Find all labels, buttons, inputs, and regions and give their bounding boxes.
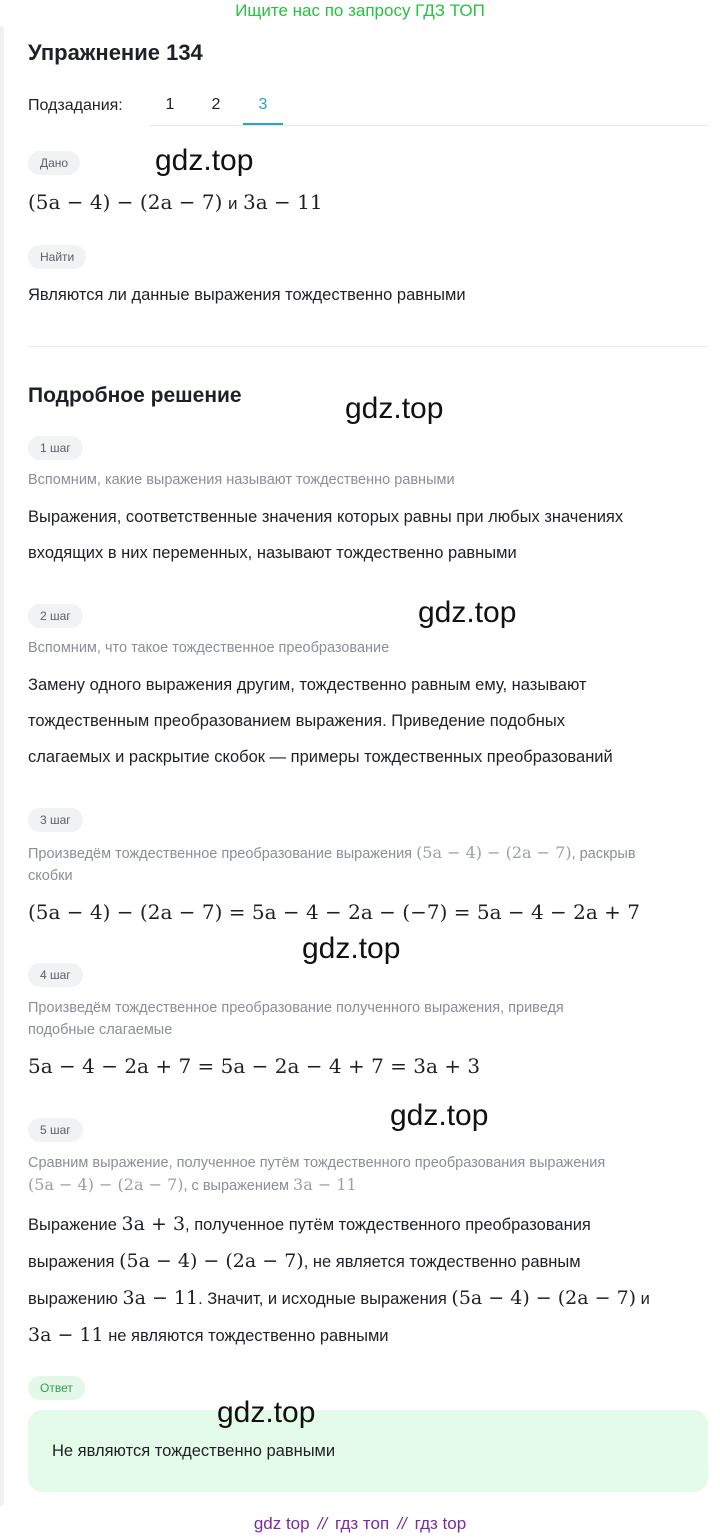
step-5-body-text: не являются тождественно равными bbox=[108, 1327, 389, 1345]
solution-title: Подробное решение bbox=[28, 384, 242, 407]
step-1-body-line: входящих в них переменных, называют тождественно равными bbox=[28, 544, 517, 562]
step-3-math bbox=[28, 900, 640, 925]
section-divider bbox=[28, 346, 708, 347]
step-5-chip: 5 шаг bbox=[28, 1118, 83, 1142]
step-4-hint-text: Произведём тождественное преобразование полученного выражения, приведя bbox=[28, 1000, 564, 1016]
given-expression bbox=[28, 190, 323, 215]
footer-link-gdz-top-mixed[interactable]: гдз top bbox=[414, 1514, 467, 1533]
step-1-hint: Вспомним, какие выражения называют тождественно равными bbox=[28, 472, 455, 488]
answer-chip: Ответ bbox=[28, 1376, 85, 1400]
footer-links bbox=[0, 1514, 720, 1534]
find-chip: Найти bbox=[28, 245, 86, 269]
footer-separator: // bbox=[397, 1514, 407, 1533]
page-title: Упражнение 134 bbox=[28, 40, 203, 65]
step-3-hint bbox=[28, 842, 718, 887]
watermark: gdz.top bbox=[345, 392, 444, 425]
find-text: Являются ли данные выражения тождественно равными bbox=[28, 286, 466, 304]
step-4-math bbox=[28, 1054, 480, 1079]
given-conj: и bbox=[227, 194, 238, 213]
watermark: gdz.top bbox=[217, 1396, 316, 1429]
step-5-body-math: 3a − 11 bbox=[122, 1287, 199, 1309]
step-5-body-text: , не является тождественно равным bbox=[303, 1253, 581, 1271]
active-tab-indicator bbox=[243, 123, 283, 125]
step-5-body-text: и bbox=[640, 1290, 650, 1308]
left-edge-divider bbox=[0, 26, 4, 1506]
given-expr-2: 3a − 11 bbox=[243, 190, 323, 214]
step-5-hint-math: (5a − 4) − (2a − 7) bbox=[28, 1175, 184, 1194]
step-4-hint-text: подобные слагаемые bbox=[28, 1022, 173, 1038]
step-3-chip: 3 шаг bbox=[28, 808, 83, 832]
step-1-chip: 1 шаг bbox=[28, 436, 83, 460]
tab-subtask-3[interactable]: 3 bbox=[258, 96, 268, 113]
step-5-hint-text: Сравним выражение, полученное путём тождественного преобразования выражения bbox=[28, 1155, 606, 1171]
watermark: gdz.top bbox=[390, 1099, 489, 1132]
given-chip: Дано bbox=[28, 151, 80, 175]
top-banner: Ищите нас по запросу ГДЗ ТОП bbox=[235, 1, 485, 20]
step-5-body-text: , полученное путём тождественного преобразования bbox=[185, 1216, 591, 1234]
step-5-body-text: Выражение bbox=[28, 1216, 117, 1234]
step-5-body-math: (5a − 4) − (2a − 7) bbox=[451, 1287, 637, 1309]
step-5-body-math: (5a − 4) − (2a − 7) bbox=[119, 1250, 304, 1272]
step-5-hint-text: , с выражением bbox=[183, 1178, 289, 1194]
step-1-body-line: Выражения, соответственные значения которых равны при любых значениях bbox=[28, 508, 624, 526]
step-3-hint-text: , раскрыв bbox=[571, 846, 636, 862]
step-5-body-text: выражению bbox=[28, 1290, 118, 1308]
watermark: gdz.top bbox=[155, 144, 254, 177]
step-5-body-math: 3a − 11 bbox=[28, 1324, 104, 1346]
step-5-hint bbox=[28, 1152, 718, 1197]
step-5-body-text: . Значит, и исходные выражения bbox=[198, 1290, 447, 1308]
step-1-body bbox=[28, 499, 708, 571]
step-2-body bbox=[28, 667, 708, 775]
step-5-body-text: выражения bbox=[28, 1253, 115, 1271]
footer-link-gdz-top[interactable]: gdz top bbox=[253, 1514, 310, 1533]
tab-subtask-1[interactable]: 1 bbox=[165, 96, 175, 113]
step-3-equation: (5a − 4) − (2a − 7) = 5a − 4 − 2a − (−7) = 5a − 4 − 2a + 7 bbox=[28, 900, 641, 924]
subtasks-bar bbox=[28, 92, 708, 126]
subtasks-tabs bbox=[150, 92, 708, 126]
footer-separator: // bbox=[317, 1514, 328, 1533]
step-3-hint-text: скобки bbox=[28, 868, 73, 884]
step-3-hint-math: (5a − 4) − (2a − 7) bbox=[416, 843, 572, 862]
given-expr-1: (5a − 4) − (2a − 7) bbox=[28, 190, 223, 214]
step-5-body-math: 3a + 3 bbox=[121, 1213, 186, 1235]
step-2-body-line: слагаемых и раскрытие скобок — примеры тождественных преобразований bbox=[28, 748, 613, 766]
step-2-chip: 2 шаг bbox=[28, 604, 83, 628]
tab-subtask-2[interactable]: 2 bbox=[211, 96, 221, 113]
step-3-hint-text: Произведём тождественное преобразование выражения bbox=[28, 846, 413, 862]
step-2-body-line: тождественным преобразованием выражения. Приведение подобных bbox=[28, 712, 565, 730]
answer-text: Не являются тождественно равными bbox=[52, 1442, 336, 1460]
answer-box bbox=[28, 1410, 708, 1492]
watermark: gdz.top bbox=[418, 596, 517, 629]
step-5-hint-math: 3a − 11 bbox=[293, 1175, 357, 1194]
step-5-body bbox=[28, 1206, 708, 1354]
step-4-hint bbox=[28, 997, 718, 1041]
watermark: gdz.top bbox=[302, 932, 401, 965]
footer-link-gdz-top-ru[interactable]: гдз топ bbox=[335, 1514, 390, 1533]
step-4-equation: 5a − 4 − 2a + 7 = 5a − 2a − 4 + 7 = 3a + 3 bbox=[28, 1054, 481, 1078]
step-2-body-line: Замену одного выражения другим, тождественно равным ему, называют bbox=[28, 676, 587, 694]
step-2-hint: Вспомним, что такое тождественное преобразование bbox=[28, 640, 390, 656]
step-4-chip: 4 шаг bbox=[28, 963, 83, 987]
subtasks-label: Подзадания: bbox=[28, 97, 123, 114]
